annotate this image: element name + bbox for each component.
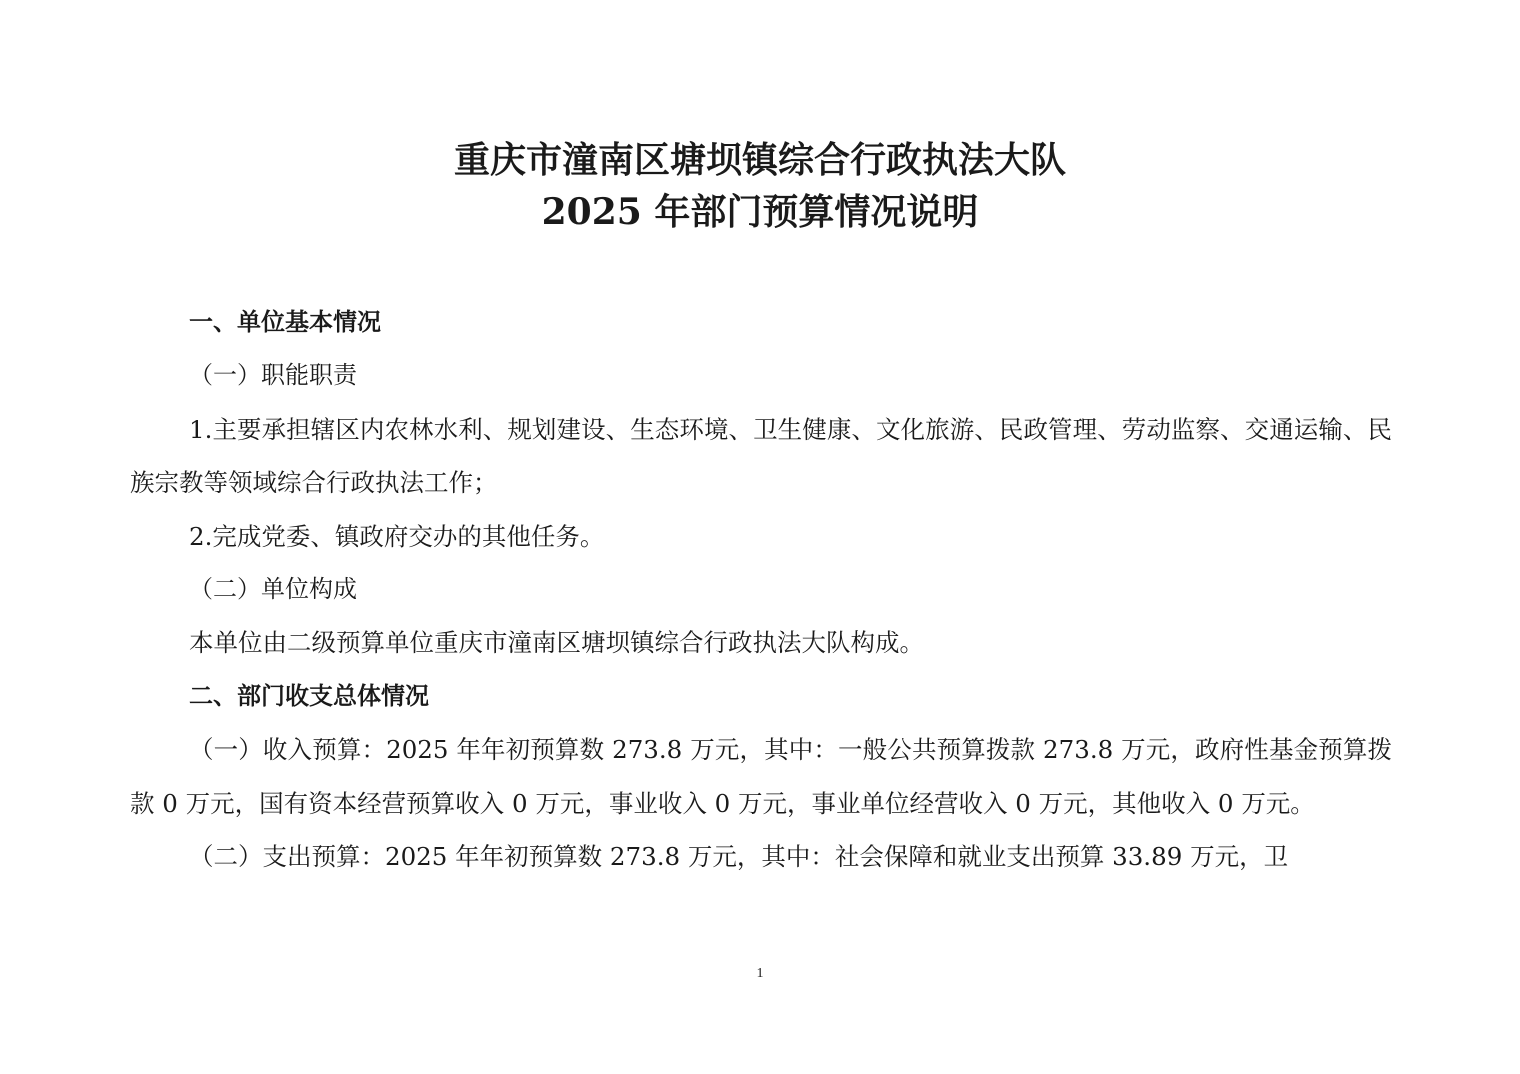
paragraph-duty-item-1: 1.主要承担辖区内农林水利、规划建设、生态环境、卫生健康、文化旅游、民政管理、劳动监察、交通运输、民族宗教等领域综合行政执法工作； <box>130 414 1392 498</box>
subsection-functions-duties: （一）职能职责 <box>189 361 357 390</box>
page-number: 1 <box>756 966 764 981</box>
subsection-unit-composition: （二）单位构成 <box>189 575 357 604</box>
document-body <box>130 296 1392 883</box>
paragraph-income-budget: （一）收入预算：2025 年年初预算数 273.8 万元，其中：一般公共预算拨款 273.8 万元，政府性基金预算拨款 0 万元，国有资本经营预算收入 0 万元，事业收入 0 万元，事业单位经营收入 0 万元，其他收入 0 万元。 <box>130 735 1392 818</box>
paragraph-duty-item-2: 2.完成党委、镇政府交办的其他任务。 <box>189 521 605 551</box>
section-heading-unit-basic-info: 一、单位基本情况 <box>189 308 381 336</box>
document-title-line2: 2025 年部门预算情况说明 <box>541 191 979 233</box>
paragraph-unit-composition: 本单位由二级预算单位重庆市潼南区塘坝镇综合行政执法大队构成。 <box>189 628 924 658</box>
section-heading-revenue-expenditure: 二、部门收支总体情况 <box>189 681 429 710</box>
paragraph-expenditure-budget: （二）支出预算：2025 年年初预算数 273.8 万元，其中：社会保障和就业支出预算 33.89 万元，卫 <box>189 842 1289 872</box>
document-title-line1: 重庆市潼南区塘坝镇综合行政执法大队 <box>453 139 1066 181</box>
